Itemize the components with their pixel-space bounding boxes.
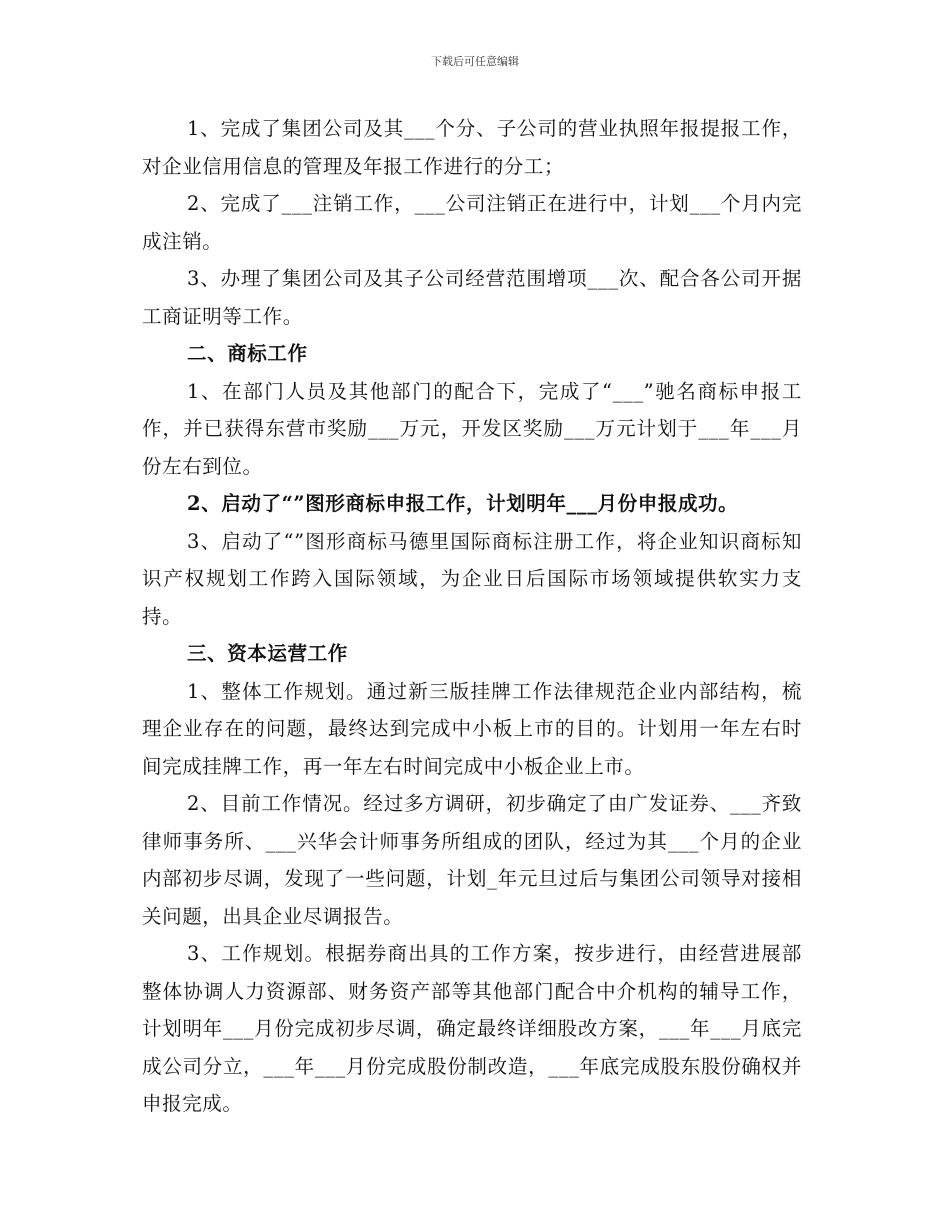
section-heading-trademark: 二、商标工作 (187, 342, 308, 365)
paragraph-capital-2: 2、目前工作情况。经过多方调研，初步确定了由广发证券、___齐致律师事务所、___兴华会计师事务所组成的团队，经过为其___个月的企业内部初步尽调，发现了一些问题，计划_年元旦过后与集团公司领导对接相关问题，出具企业尽调报告。 (142, 792, 802, 928)
page-header: 下载后可任意编辑 (431, 55, 519, 68)
paragraph-trademark-1: 1、在部门人员及其他部门的配合下，完成了“___”驰名商标申报工作，并已获得东营市奖励___万元，开发区奖励___万元计划于___年___月份左右到位。 (142, 379, 802, 478)
paragraph-trademark-3: 3、启动了“”图形商标马德里国际商标注册工作，将企业知识商标知识产权规划工作跨入国际领域，为企业日后国际市场领域提供软实力支持。 (142, 529, 802, 628)
section-heading-capital: 三、资本运营工作 (187, 642, 348, 665)
paragraph-registration-3: 3、办理了集团公司及其子公司经营范围增项___次、配合各公司开据工商证明等工作。 (142, 267, 802, 328)
paragraph-trademark-2: 2、启动了“”图形商标申报工作，计划明年___月份申报成功。 (187, 492, 739, 515)
paragraph-registration-1: 1、完成了集团公司及其___个分、子公司的营业执照年报提报工作，对企业信用信息的管理及年报工作进行的分工； (142, 117, 802, 178)
document-body (142, 110, 802, 1123)
paragraph-registration-2: 2、完成了___注销工作，___公司注销正在进行中，计划___个月内完成注销。 (142, 192, 802, 253)
paragraph-capital-3: 3、工作规划。根据券商出具的工作方案，按步进行，由经营进展部整体协调人力资源部、财务资产部等其他部门配合中介机构的辅导工作，计划明年___月份完成初步尽调，确定最终详细股改方案，___年___月底完成公司分立，___年___月份完成股份制改造，___年底完成股东股份确权并申报完成。 (142, 942, 802, 1115)
paragraph-capital-1: 1、整体工作规划。通过新三版挂牌工作法律规范企业内部结构，梳理企业存在的问题，最终达到完成中小板上市的目的。计划用一年左右时间完成挂牌工作，再一年左右时间完成中小板企业上市。 (142, 679, 802, 778)
